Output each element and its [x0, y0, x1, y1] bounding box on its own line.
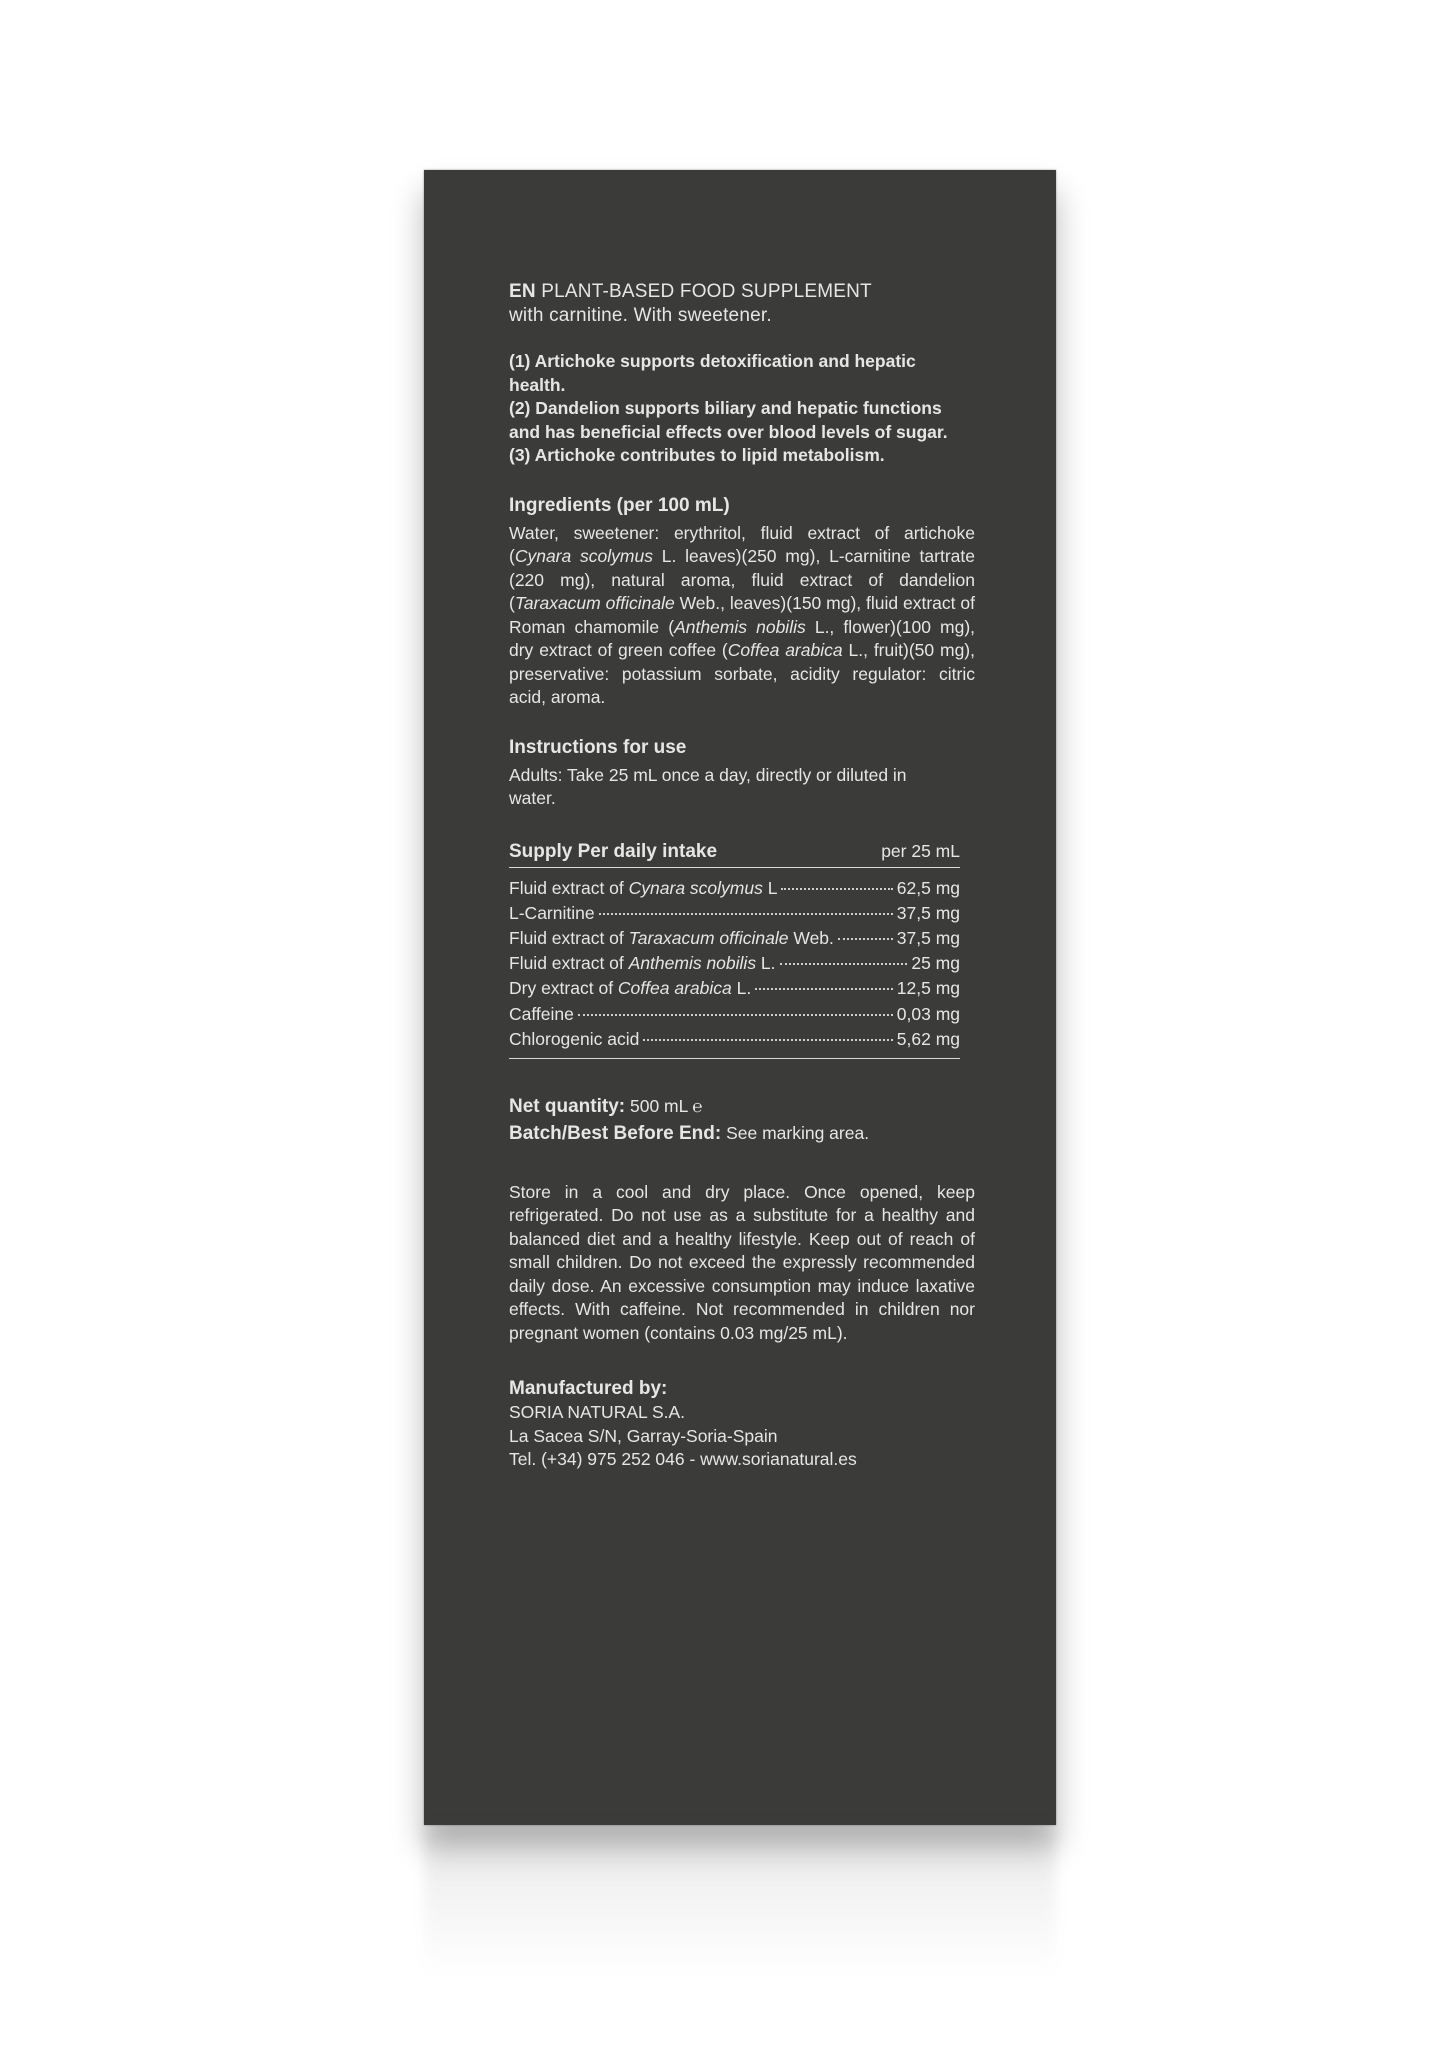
instructions-title: Instructions for use: [509, 736, 687, 758]
claim-item: (3) Artichoke contributes to lipid metabolism.: [509, 445, 885, 465]
manufacturer-contact: Tel. (+34) 975 252 046 - www.sorianatural.es: [509, 1449, 857, 1470]
box-reflection: [424, 1826, 1056, 1976]
estimated-sign-icon: ℮: [692, 1096, 703, 1116]
label-content: [509, 280, 975, 1472]
table-row: Chlorogenic acid 5,62 mg: [509, 1028, 960, 1049]
table-row: Fluid extract of Cynara scolymus L 62,5 mg: [509, 877, 960, 898]
language-code: EN: [509, 281, 536, 302]
instructions-text: Adults: Take 25 mL once a day, directly or diluted in water.: [509, 764, 907, 808]
net-quantity-label: Net quantity:: [509, 1095, 626, 1117]
product-subtitle: with carnitine. With sweetener.: [509, 305, 772, 326]
table-row: L-Carnitine 37,5 mg: [509, 902, 960, 923]
supply-table: [509, 876, 960, 1059]
table-row: Fluid extract of Anthemis nobilis L. 25 mg: [509, 953, 960, 974]
batch-label: Batch/Best Before End:: [509, 1122, 722, 1144]
supply-table-header: [509, 841, 960, 868]
product-type: PLANT-BASED FOOD SUPPLEMENT: [541, 281, 872, 302]
ingredients-title: Ingredients (per 100 mL): [509, 494, 730, 516]
supply-per-serving: per 25 mL: [881, 840, 960, 861]
net-quantity: [509, 1093, 975, 1120]
manufacturer-address: La Sacea S/N, Garray-Soria-Spain: [509, 1425, 778, 1446]
health-claims: [509, 350, 975, 468]
table-row: Fluid extract of Taraxacum officinale Web. 37,5 mg: [509, 927, 960, 948]
table-row: Dry extract of Coffea arabica L. 12,5 mg: [509, 978, 960, 999]
batch-value: See marking area.: [726, 1122, 870, 1143]
product-type-line: [509, 280, 975, 304]
batch-info: [509, 1120, 975, 1147]
supply-title: Supply Per daily intake: [509, 840, 718, 862]
net-quantity-value: 500 mL: [629, 1095, 689, 1116]
claim-item: (2) Dandelion supports biliary and hepatic functions and has beneficial effects over blood levels of sugar.: [509, 398, 948, 442]
claim-item: (1) Artichoke supports detoxification and hepatic health.: [509, 351, 916, 395]
net-quantity-block: [509, 1093, 975, 1147]
manufacturer-name: SORIA NATURAL S.A.: [509, 1402, 686, 1423]
manufacturer-title: Manufactured by:: [509, 1378, 668, 1400]
table-row: Caffeine 0,03 mg: [509, 1003, 960, 1024]
storage-warnings: Store in a cool and dry place. Once opened, keep refrigerated. Do not use as a substitute for a healthy and balanced diet and a healthy lifestyle. Keep out of reach of small children. Do not exceed the expressly recommended daily dose. An excessive consumption may induce laxative effects. With caffeine. Not recommended in children nor pregnant women (contains 0.03 mg/25 mL).: [509, 1181, 975, 1343]
ingredients-text: Water, sweetener: erythritol, fluid extract of artichoke (Cynara scolymus L. leaves)(250 mg), L-carnitine tartrate (220 mg), natural aroma, fluid extract of dandelion (Taraxacum officinale Web., leaves)(150 mg), fluid extract of Roman chamomile (Anthemis nobilis L., flower)(100 mg), dry extract of green coffee (Coffea arabica L., fruit)(50 mg), preservative: potassium sorbate, acidity regulator: citric acid, aroma.: [509, 522, 976, 707]
